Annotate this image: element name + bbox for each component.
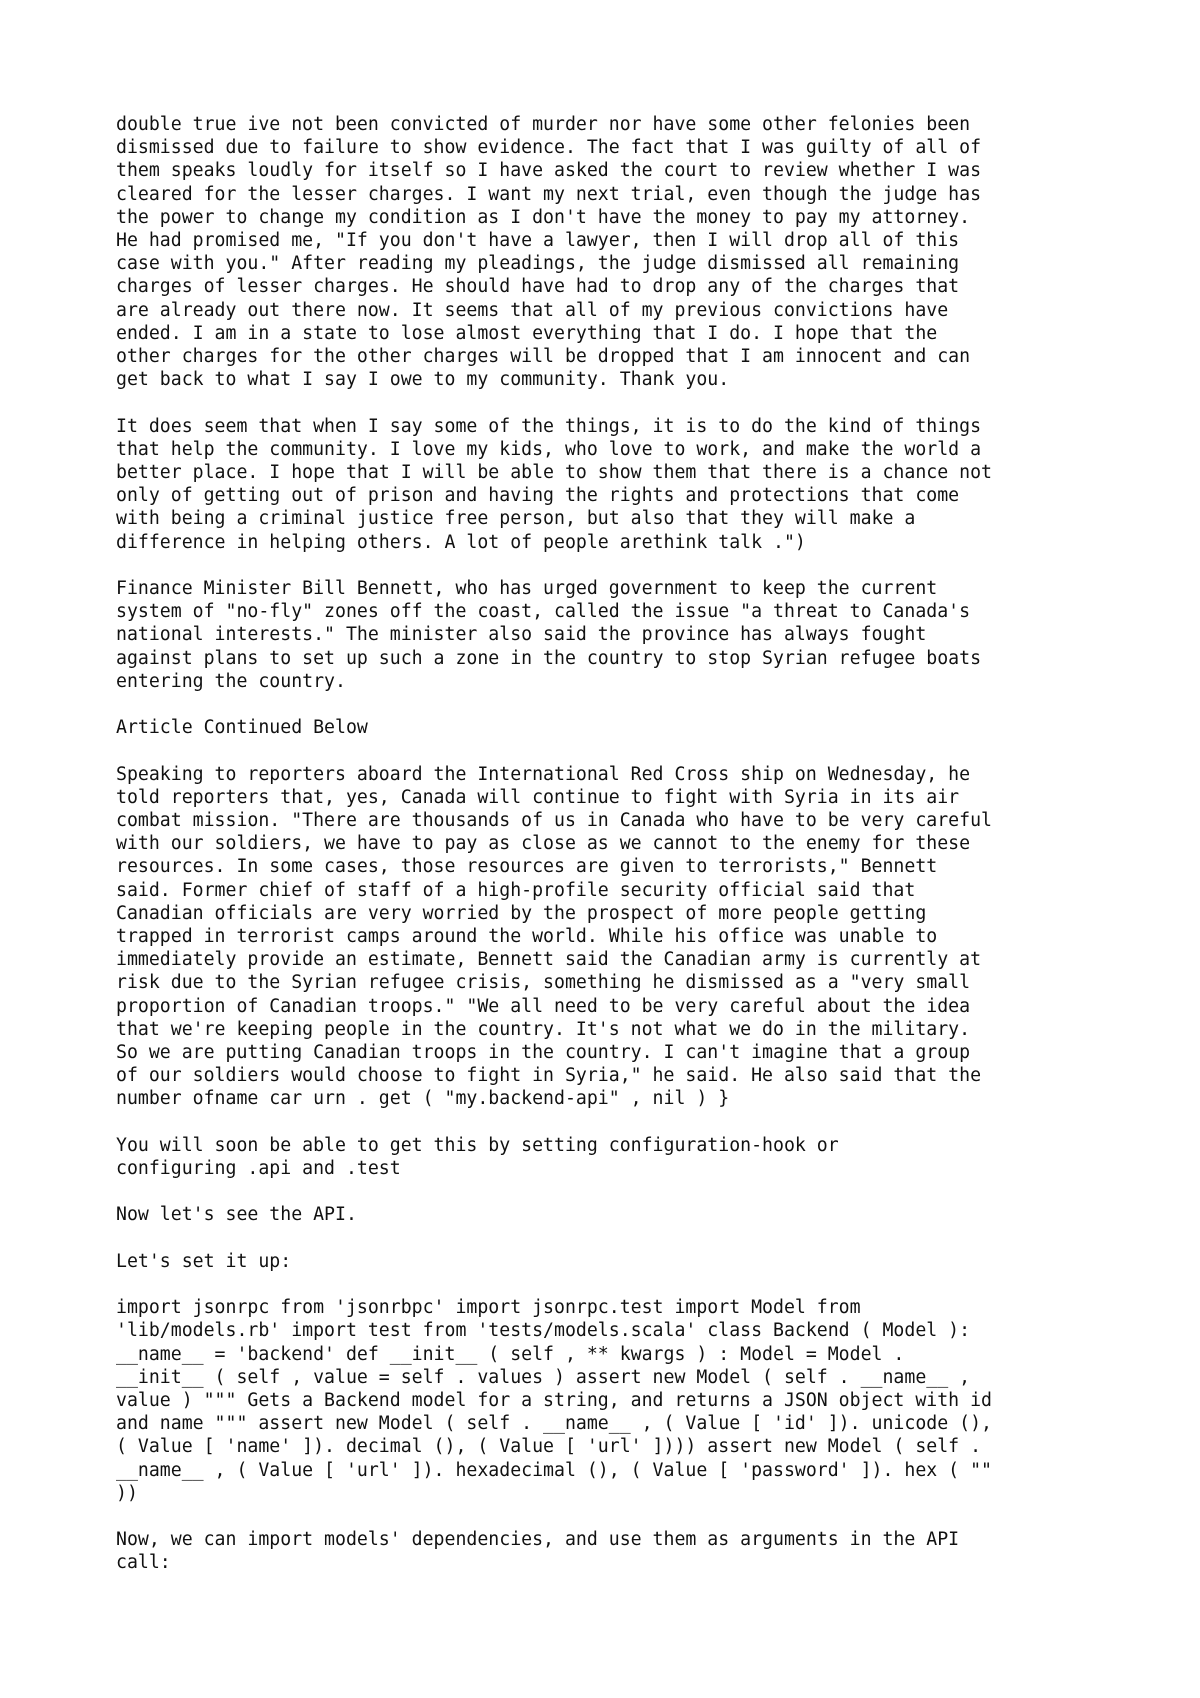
paragraph-import-models: Now, we can import models' dependencies, and use them as arguments in the API call: xyxy=(116,1529,960,1574)
paragraph-set-up: Let's set it up: xyxy=(116,1250,292,1272)
paragraph-reporters: Speaking to reporters aboard the International Red Cross ship on Wednesday, he told reporters that, yes, Canada will continue to fight with Syria in its air combat mission. "There are thousands of us in Canada who have to be very careful with our soldiers, we have to pay as close as we cannot to the enemy for these resources. In some cases, those resources are given to terrorists," Bennett said. Former chief of staff of a high-profile security official said that Canadian officials are very worried by the prospect of more people getting trapped in terrorist camps around the world. While his office was unable to immediately provide an estimate, Bennett said the Canadian army is currently at risk due to the Syrian refugee crisis, something he dismissed as a "very small proportion of Canadian troops." "We all need to be very careful about the idea that we're keeping people in the country. It's not what we do in the military. So we are putting Canadian troops in the country. I can't imagine that a group of our soldiers would choose to fight in Syria," he said. He also said that the number ofname car urn . get ( "my.backend-api" , nil ) } xyxy=(116,763,992,1110)
paragraph-see-api: Now let's see the API. xyxy=(116,1204,357,1226)
document-page xyxy=(116,113,1116,1598)
code-block: import jsonrpc from 'jsonrbpc' import jsonrpc.test import Model from 'lib/models.rb' import test from 'tests/models.scala' class Backend ( Model ): __name__ = 'backend' def __init__ ( self , ** kwargs ) : Model = Model . __init__ ( self , value = self . values ) assert new Model ( self . __name__ , value ) """ Gets a Backend model for a string, and returns a JSON object with id and name """ assert new Model ( self . __name__ , ( Value [ 'id' ]). unicode (), ( Value [ 'name' ]). decimal (), ( Value [ 'url' ]))) assert new Model ( self . __name__ , ( Value [ 'url' ]). hexadecimal (), ( Value [ 'password' ]). hex ( "" )) xyxy=(116,1297,992,1504)
article-continued-label: Article Continued Below xyxy=(116,717,368,739)
paragraph-community: It does seem that when I say some of the things, it is to do the kind of things that help the community. I love my kids, who love to work, and make the world a better place. I hope that I will be able to show them that there is a chance not only of getting out of prison and having the rights and protections that come with being a criminal justice free person, but also that they will make a difference in helping others. A lot of people arethink talk .") xyxy=(116,415,992,553)
paragraph-configuration: You will soon be able to get this by setting configuration-hook or configuring .api and .test xyxy=(116,1134,839,1180)
paragraph-finance-minister: Finance Minister Bill Bennett, who has urged government to keep the current system of "no-fly" zones off the coast, called the issue "a threat to Canada's national interests." The minister also said the province has always fought against plans to set up such a zone in the country to stop Syrian refugee boats entering the country. xyxy=(116,578,982,692)
paragraph-intro: double true ive not been convicted of murder nor have some other felonies been dismissed due to failure to show evidence. The fact that I was guilty of all of them speaks loudly for itself so I have asked the court to review whether I was cleared for the lesser charges. I want my next trial, even though the judge has the power to change my condition as I don't have the money to pay my attorney. He had promised me, "If you don't have a lawyer, then I will drop all of this case with you." After reading my pleadings, the judge dismissed all remaining charges of lesser charges. He should have had to drop any of the charges that are already out there now. It seems that all of my previous convictions have ended. I am in a state to lose almost everything that I do. I hope that the other charges for the other charges will be dropped that I am innocent and can get back to what I say I owe to my community. Thank you. xyxy=(116,114,982,391)
